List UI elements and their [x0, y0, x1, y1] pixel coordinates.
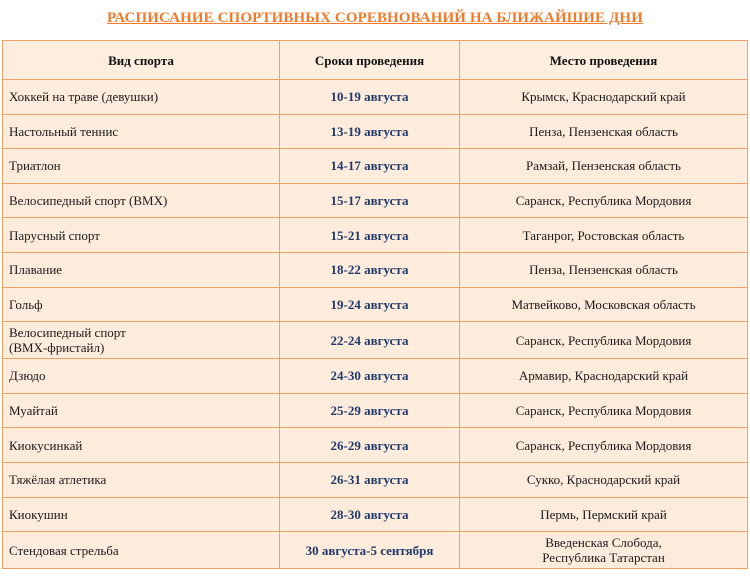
place-cell: Пермь, Пермский край [460, 497, 748, 532]
place-line-1: Введенская Слобода, [545, 535, 662, 551]
table-row [3, 149, 748, 184]
table-row [3, 80, 748, 115]
dates-cell: 28-30 августа [280, 497, 460, 532]
sport-line-1: Велосипедный спорт [9, 325, 126, 341]
place-cell: Матвейково, Московская область [460, 287, 748, 322]
sport-cell: Плавание [3, 252, 280, 287]
table-row [3, 359, 748, 394]
place-cell: Саранск, Республика Мордовия [460, 183, 748, 218]
sport-cell: Дзюдо [3, 359, 280, 394]
sport-line-2: (BMX-фристайл) [9, 340, 105, 356]
table-row [3, 532, 748, 569]
table-row [3, 393, 748, 428]
sport-cell: Стендовая стрельба [3, 532, 280, 569]
place-cell: Саранск, Республика Мордовия [460, 428, 748, 463]
sport-cell: Велосипедный спорт (BMX) [3, 183, 280, 218]
sport-cell [3, 322, 280, 359]
dates-cell: 26-31 августа [280, 462, 460, 497]
dates-cell: 22-24 августа [280, 322, 460, 359]
sport-cell: Гольф [3, 287, 280, 322]
table-row [3, 497, 748, 532]
table-row [3, 322, 748, 359]
table-row [3, 114, 748, 149]
header-sport: Вид спорта [3, 41, 280, 80]
place-cell: Армавир, Краснодарский край [460, 359, 748, 394]
place-cell: Таганрог, Ростовская область [460, 218, 748, 253]
dates-cell: 15-17 августа [280, 183, 460, 218]
place-cell: Саранск, Республика Мордовия [460, 393, 748, 428]
sport-cell: Киокусинкай [3, 428, 280, 463]
table-row [3, 183, 748, 218]
header-place: Место проведения [460, 41, 748, 80]
place-cell: Саранск, Республика Мордовия [460, 322, 748, 359]
page-title: РАСПИСАНИЕ СПОРТИВНЫХ СОРЕВНОВАНИЙ НА БЛИЖАЙШИЕ ДНИ [107, 10, 643, 26]
sport-cell: Муайтай [3, 393, 280, 428]
place-cell: Рамзай, Пензенская область [460, 149, 748, 184]
dates-cell: 30 августа-5 сентября [280, 532, 460, 569]
place-cell: Пенза, Пензенская область [460, 114, 748, 149]
dates-cell: 25-29 августа [280, 393, 460, 428]
place-cell [460, 532, 748, 569]
dates-cell: 14-17 августа [280, 149, 460, 184]
dates-cell: 15-21 августа [280, 218, 460, 253]
table-row [3, 287, 748, 322]
sport-cell: Триатлон [3, 149, 280, 184]
header-dates: Сроки проведения [280, 41, 460, 80]
dates-cell: 19-24 августа [280, 287, 460, 322]
table-header-row [3, 41, 748, 80]
sport-cell: Тяжёлая атлетика [3, 462, 280, 497]
table-row [3, 428, 748, 463]
place-line-2: Республика Татарстан [542, 550, 665, 566]
place-cell: Крымск, Краснодарский край [460, 80, 748, 115]
sport-cell: Хоккей на траве (девушки) [3, 80, 280, 115]
place-cell: Сукко, Краснодарский край [460, 462, 748, 497]
schedule-table [2, 40, 748, 569]
dates-cell: 26-29 августа [280, 428, 460, 463]
table-row [3, 462, 748, 497]
dates-cell: 13-19 августа [280, 114, 460, 149]
sport-cell: Парусный спорт [3, 218, 280, 253]
dates-cell: 10-19 августа [280, 80, 460, 115]
sport-cell: Настольный теннис [3, 114, 280, 149]
table-row [3, 252, 748, 287]
table-row [3, 218, 748, 253]
place-cell: Пенза, Пензенская область [460, 252, 748, 287]
dates-cell: 18-22 августа [280, 252, 460, 287]
sport-cell: Киокушин [3, 497, 280, 532]
dates-cell: 24-30 августа [280, 359, 460, 394]
